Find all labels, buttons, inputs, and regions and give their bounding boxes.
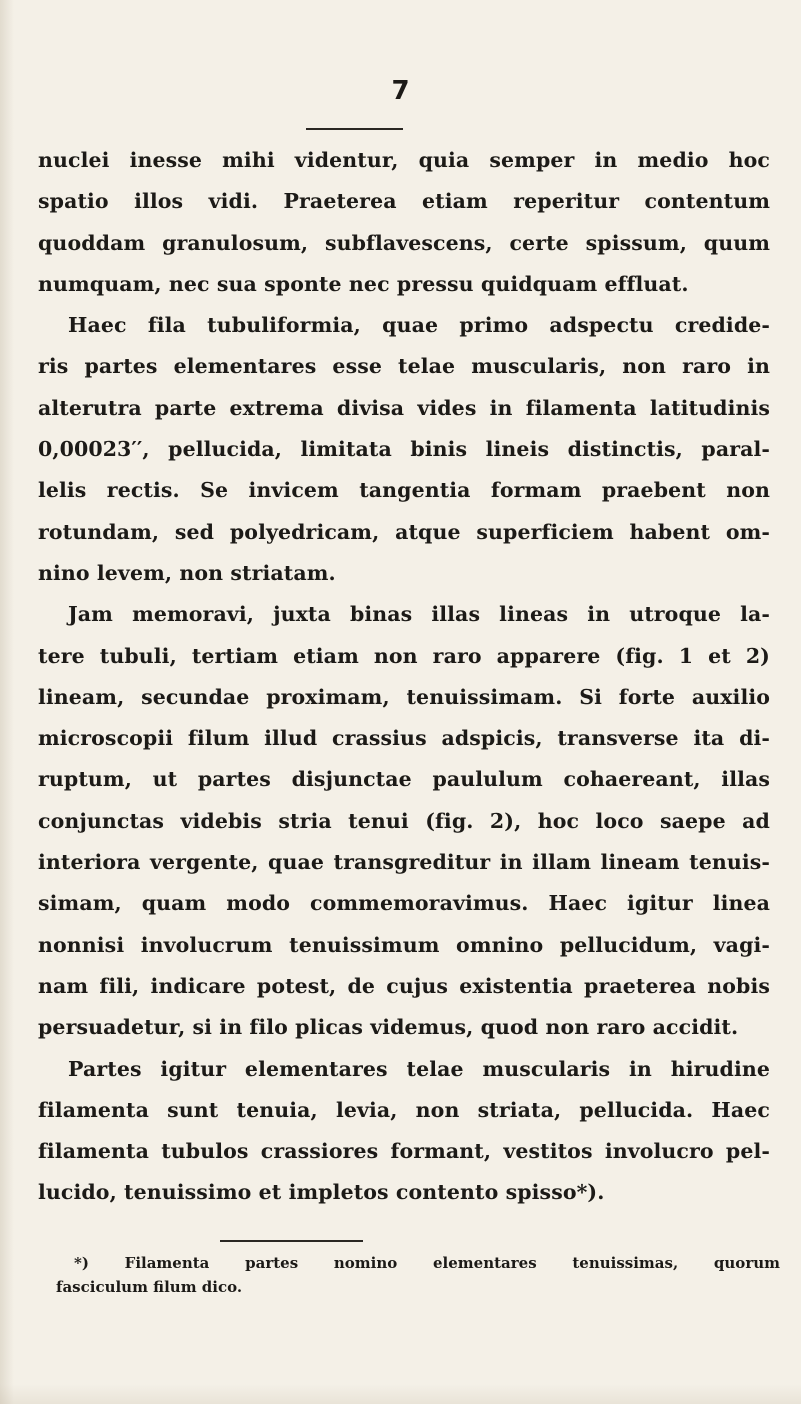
paragraph-2	[38, 305, 770, 594]
text-line: nonnisi involucrum tenuissimum omnino pellucidum, vagi-	[38, 932, 770, 957]
text-line: nuclei inesse mihi videntur, quia semper in medio hoc	[38, 148, 770, 172]
text-line: Jam memoravi, juxta binas illas lineas in utroque la-	[68, 602, 770, 627]
text-line: filamenta tubulos crassiores formant, vestitos involucro pel-	[38, 1139, 770, 1164]
text-line: quoddam granulosum, subflavescens, certe spissum, quum	[38, 230, 770, 255]
text-line: 0,00023′′, pellucida, limitata binis lineis distinctis, paral-	[38, 437, 770, 462]
page-number: 7	[391, 76, 410, 106]
footnote-rule	[220, 1240, 363, 1242]
footnote	[56, 1251, 780, 1299]
footnote-line: fasciculum filum dico.	[56, 1278, 243, 1296]
text-line: lucido, tenuissimo et impletos contento spisso*).	[38, 1180, 605, 1205]
body-text	[38, 140, 770, 1214]
text-line: lelis rectis. Se invicem tangentia formam praebent non	[38, 478, 770, 503]
paragraph-1	[38, 140, 770, 305]
text-line: ruptum, ut partes disjunctae paululum cohaereant, illas	[38, 767, 770, 792]
text-line: spatio illos vidi. Praeterea etiam reperitur contentum	[38, 189, 770, 214]
text-line: lineam, secundae proximam, tenuissimam. Si forte auxilio	[38, 684, 770, 709]
text-line: filamenta sunt tenuia, levia, non striata, pellucida. Haec	[38, 1097, 770, 1122]
text-line: alterutra parte extrema divisa vides in filamenta latitudinis	[38, 395, 770, 420]
text-line: conjunctas videbis stria tenui (fig. 2), hoc loco saepe ad	[38, 808, 770, 833]
header-rule	[306, 128, 403, 130]
text-line: simam, quam modo commemoravimus. Haec igitur linea	[38, 891, 770, 916]
text-line: microscopii filum illud crassius adspicis, transverse ita di-	[38, 726, 770, 751]
text-line: nam fili, indicare potest, de cujus existentia praeterea nobis	[38, 973, 770, 998]
text-line: interiora vergente, quae transgreditur in illam lineam tenuis-	[38, 850, 770, 875]
text-line: rotundam, sed polyedricam, atque superficiem habent om-	[38, 519, 770, 544]
text-line: persuadetur, si in filo plicas videmus, quod non raro accidit.	[38, 1015, 739, 1040]
text-line: ris partes elementares esse telae muscularis, non raro in	[38, 354, 770, 379]
text-line: Haec fila tubuliformia, quae primo adspectu credide-	[68, 313, 770, 338]
text-line: Partes igitur elementares telae muscularis in hirudine	[68, 1056, 770, 1081]
footnote-line: *) Filamenta partes nomino elementares tenuissimas, quorum	[74, 1254, 780, 1272]
text-line: nino levem, non striatam.	[38, 560, 336, 585]
text-line: numquam, nec sua sponte nec pressu quidquam effluat.	[38, 271, 689, 296]
paragraph-3	[38, 594, 770, 1048]
paragraph-4	[38, 1049, 770, 1214]
text-line: tere tubuli, tertiam etiam non raro apparere (fig. 1 et 2)	[38, 643, 770, 668]
